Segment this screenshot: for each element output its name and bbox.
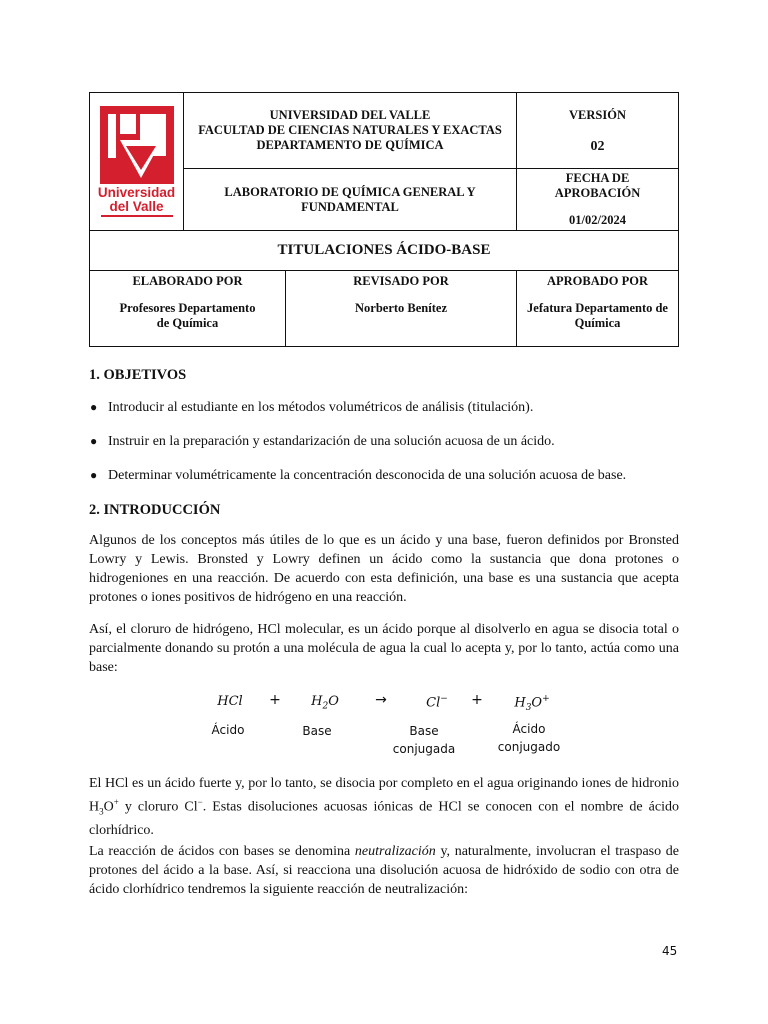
logo-cell — [90, 93, 184, 231]
lab-name: LABORATORIO DE QUÍMICA GENERAL Y FUNDAMENTAL — [224, 184, 476, 214]
intro-paragraph-4: La reacción de ácidos con bases se denomina neutralización y, naturalmente, involucran el traspaso de protones del ácido a la base. Así, si reacciona una disolución acuosa de hidróxido de sodio con otra de ácido clorhídrico tendremos la siguiente reacción de neutralización: — [89, 844, 680, 897]
intro-paragraph-3: El HCl es un ácido fuerte y, por lo tanto, se disocia por completo en el agua originando iones de hidronio $H_3O^+$ y cloruro Cl−. Estas disoluciones acuosas iónicas de HCl se conocen con el nombre de ácido clorhídrico. — [89, 776, 679, 839]
approved-cell — [517, 271, 679, 347]
department-name: DEPARTAMENTO DE QUÍMICA — [256, 138, 444, 152]
intro-paragraph-2: Así, el cloruro de hidrógeno, HCl molecular, es un ácido porque al disolverlo en agua se disocia total o parcialmente donando su protón a una molécula de agua la cual lo acepta y, por lo tanto, actúa como una base: — [89, 622, 679, 675]
list-item — [89, 466, 679, 500]
approval-date: 01/02/2024 — [569, 213, 626, 227]
approval-label: FECHA DE APROBACIÓN — [554, 171, 641, 200]
objective-text: Instruir en la preparación y estandarización de una solución acuosa de un ácido. — [108, 434, 555, 449]
bullet-icon: ● — [90, 400, 98, 414]
introduction-heading: 2. INTRODUCCIÓN — [89, 502, 221, 518]
reviewed-cell — [286, 271, 517, 347]
dissociation-equation — [89, 687, 679, 757]
prepared-label: ELABORADO POR — [132, 274, 243, 288]
list-item — [89, 432, 679, 466]
equation-hydronium: $H_3O^+$ — [514, 694, 550, 713]
logo-line-2: del Valle — [109, 199, 164, 215]
version-cell — [517, 93, 679, 169]
lab-name-cell — [184, 169, 517, 231]
reviewed-by: Norberto Benítez — [355, 301, 447, 315]
institution-cell — [184, 93, 517, 169]
logo-underline — [101, 215, 173, 217]
equation-water: $H_2O$ — [311, 694, 339, 712]
bullet-icon: ● — [90, 434, 98, 448]
intro-paragraph-1: Algunos de los conceptos más útiles de lo que es un ácido y una base, fueron definidos por Bronsted Lowry y Lewis. Bronsted y Lowry definen un ácido como la sustancia que dona protones o hidrogeniones en una reacción. De acuerdo con esta definición, una base es una sustancia que acepta protones o iones positivos de hidrógeno en una reacción. — [89, 533, 679, 605]
label-conjugate-acid: Ácido conjugado — [497, 722, 561, 754]
label-conjugate-base: Base conjugada — [392, 724, 456, 756]
prepared-by: Profesores Departamento de Química — [119, 301, 256, 330]
page-number: 45 — [662, 944, 678, 958]
prepared-cell — [90, 271, 286, 347]
approved-by: Jefatura Departamento de Química — [527, 301, 668, 330]
reviewed-label: REVISADO POR — [353, 274, 449, 288]
equation-hcl: HCl — [217, 694, 243, 709]
objectives-heading: 1. OBJETIVOS — [89, 367, 187, 383]
label-base: Base — [302, 724, 332, 738]
approval-cell — [517, 169, 679, 231]
list-item — [89, 398, 679, 432]
univalle-emblem-icon — [100, 106, 174, 184]
version-label: VERSIÓN — [569, 107, 626, 122]
faculty-name: FACULTAD DE CIENCIAS NATURALES Y EXACTAS — [198, 123, 502, 137]
objective-text: Introducir al estudiante en los métodos volumétricos de análisis (titulación). — [108, 400, 534, 415]
equation-plus-1: + — [269, 692, 281, 708]
document-title: TITULACIONES ÁCIDO-BASE — [277, 242, 491, 258]
equation-chloride: Cl− — [426, 694, 448, 711]
bullet-icon: ● — [90, 468, 98, 482]
university-name: UNIVERSIDAD DEL VALLE — [269, 108, 431, 122]
objective-text: Determinar volumétricamente la concentración desconocida de una solución acuosa de base. — [108, 468, 627, 483]
approved-label: APROBADO POR — [546, 274, 649, 288]
objectives-list — [89, 398, 679, 500]
equation-plus-2: + — [471, 692, 483, 708]
reaction-arrow-icon: → — [375, 692, 387, 708]
document-header-table — [89, 92, 679, 347]
emphasis-neutralization: neutralización — [354, 844, 436, 859]
document-title-cell — [90, 231, 679, 271]
university-logo — [90, 106, 183, 217]
logo-text — [98, 186, 175, 214]
label-acid: Ácido — [211, 723, 245, 737]
logo-line-1: Universidad — [97, 185, 176, 201]
version-value: 02 — [590, 138, 605, 154]
